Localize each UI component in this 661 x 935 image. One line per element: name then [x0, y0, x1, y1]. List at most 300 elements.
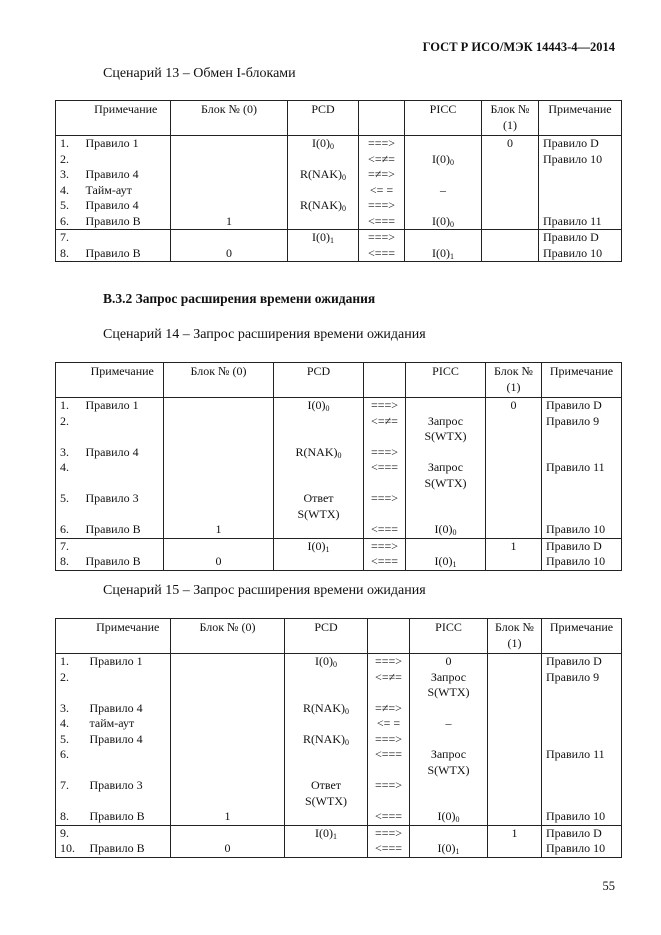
- note-right-cell-text: Правило D: [546, 538, 602, 553]
- step-number: [56, 809, 86, 825]
- step-number-text: 2.: [60, 151, 69, 166]
- picc-cell: [406, 445, 486, 461]
- note-right-cell-text: Правило 11: [546, 747, 605, 761]
- picc-cell: [410, 747, 488, 778]
- note-cell-text: Правило 3: [89, 778, 143, 792]
- table-row: [56, 554, 622, 570]
- pcd-cell: [285, 778, 368, 809]
- block1-cell: [486, 398, 542, 414]
- arrow-cell-text: ===>: [370, 398, 399, 412]
- pcd-cell-text: R(NAK): [300, 198, 342, 212]
- pcd-cell-subscript: 0: [345, 706, 349, 716]
- block0-cell: [171, 214, 288, 230]
- step-number: [56, 183, 82, 199]
- block0-cell: [171, 732, 285, 748]
- table-row: [56, 716, 622, 732]
- note-right-cell: [542, 778, 622, 809]
- block0-cell: [171, 230, 288, 246]
- pcd-cell: [285, 825, 368, 841]
- picc-cell: [410, 778, 488, 809]
- pcd-cell: [288, 183, 359, 199]
- pcd-cell: [288, 136, 359, 152]
- note-right-cell: [539, 230, 622, 246]
- picc-cell: [406, 491, 486, 522]
- pcd-cell: [285, 841, 368, 857]
- picc-cell: [406, 538, 486, 554]
- step-number: [56, 701, 86, 717]
- block0-cell: [171, 841, 285, 857]
- picc-cell: [410, 654, 488, 670]
- block0-cell: [171, 747, 285, 778]
- note-right-cell-text: Правило 10: [546, 522, 606, 536]
- picc-cell: [405, 246, 482, 262]
- pcd-cell: [285, 732, 368, 748]
- note-right-cell-text: Правило 11: [546, 460, 605, 474]
- note-cell-text: Правило B: [89, 809, 145, 823]
- picc-cell: [406, 554, 486, 570]
- picc-cell-text: Запрос: [430, 669, 467, 684]
- step-number-text: 5.: [60, 491, 69, 505]
- step-number-text: 1.: [60, 136, 69, 150]
- picc-cell-subscript: 0: [450, 219, 454, 229]
- note-cell-text: Правило 1: [89, 654, 143, 668]
- note-cell-text: Правило B: [85, 213, 141, 228]
- block0-cell: [164, 445, 274, 461]
- table-row: [56, 670, 622, 701]
- note-right-cell: [542, 460, 622, 491]
- picc-cell-text: I(0): [432, 151, 450, 166]
- note-cell: [82, 554, 164, 570]
- note-right-cell: [539, 198, 622, 214]
- pcd-cell-subscript: 0: [345, 737, 349, 747]
- note-right-cell: [542, 701, 622, 717]
- picc-cell: [410, 809, 488, 825]
- table-row: [56, 538, 622, 554]
- note-cell: [82, 198, 171, 214]
- step-number: [56, 246, 82, 262]
- table-row: [56, 732, 622, 748]
- step-number: [56, 167, 82, 183]
- arrow-cell: [364, 522, 406, 538]
- pcd-cell: [285, 701, 368, 717]
- table-row: [56, 445, 622, 461]
- block0-cell: [171, 825, 285, 841]
- step-number-text: 3.: [60, 700, 69, 715]
- arrow-cell: [364, 414, 406, 445]
- step-number-text: 2.: [60, 413, 69, 428]
- pcd-cell: [274, 460, 364, 491]
- arrow-cell-text: ===>: [367, 230, 396, 244]
- arrow-cell: [359, 198, 405, 214]
- arrow-cell-text: ===>: [370, 444, 399, 459]
- note-cell-text: Правило 4: [89, 731, 143, 746]
- note-right-cell-text: Правило 10: [543, 151, 603, 166]
- note-right-cell: [542, 670, 622, 701]
- block1-cell: [488, 701, 542, 717]
- block1-cell: [486, 554, 542, 570]
- step-number-text: 4.: [60, 716, 69, 730]
- step-number-text: 6.: [60, 747, 69, 761]
- scenario-13-caption: Сценарий 13 – Обмен I-блоками: [103, 66, 296, 81]
- block0-cell-text: 0: [215, 554, 222, 568]
- pcd-cell-text: R(NAK): [300, 167, 342, 181]
- arrow-cell: [364, 460, 406, 491]
- step-number-text: 5.: [60, 731, 69, 746]
- step-number: [56, 778, 86, 809]
- step-number-text: 3.: [60, 444, 69, 459]
- step-number-text: 8.: [60, 809, 69, 823]
- step-number: [56, 460, 82, 491]
- picc-cell-subscript: 1: [452, 560, 457, 569]
- block1-cell: [486, 522, 542, 538]
- block1-cell: [488, 716, 542, 732]
- picc-cell: [405, 167, 482, 183]
- column-header-pcd: PCD: [285, 619, 368, 654]
- arrow-cell: [368, 825, 410, 841]
- note-cell-text: Правило 3: [85, 491, 139, 505]
- note-cell: [82, 522, 164, 538]
- pcd-cell: [285, 747, 368, 778]
- step-number: [56, 152, 82, 168]
- pcd-cell-text: I(0): [307, 538, 326, 553]
- note-right-cell-text: Правило D: [546, 398, 602, 412]
- block0-cell-text: 1: [215, 522, 222, 536]
- pcd-cell: [274, 414, 364, 445]
- picc-cell-text: I(0): [432, 245, 450, 260]
- note-cell: [86, 778, 171, 809]
- block1-cell: [488, 809, 542, 825]
- picc-cell: [410, 670, 488, 701]
- note-right-cell: [542, 491, 622, 522]
- block1-cell: [486, 491, 542, 522]
- block0-cell: [164, 398, 274, 414]
- block0-cell: [164, 414, 274, 445]
- table-row: [56, 491, 622, 522]
- picc-cell: [410, 716, 488, 732]
- block1-cell: [482, 198, 539, 214]
- note-cell: [82, 167, 171, 183]
- pcd-cell: [274, 538, 364, 554]
- block0-cell: [171, 778, 285, 809]
- pcd-cell: [288, 152, 359, 168]
- pcd-cell-text: R(NAK): [295, 444, 338, 459]
- picc-cell-text: Запрос: [430, 747, 467, 761]
- pcd-cell: [285, 716, 368, 732]
- scenario-14-caption: Сценарий 14 – Запрос расширения времени ожидания: [103, 327, 426, 342]
- scenario-14-table: [55, 362, 622, 571]
- note-cell: [82, 398, 164, 414]
- arrow-cell: [359, 214, 405, 230]
- note-right-cell: [539, 183, 622, 199]
- note-right-cell-text: Правило 9: [546, 413, 600, 428]
- arrow-cell-text: <===: [374, 747, 403, 761]
- note-cell-text: Правило 1: [85, 398, 139, 412]
- table-header-row: [56, 363, 622, 398]
- picc-cell: [405, 214, 482, 230]
- pcd-cell: [285, 654, 368, 670]
- column-header-block0: Блок № (0): [164, 363, 274, 398]
- picc-cell-text: I(0): [434, 554, 453, 568]
- step-number: [56, 491, 82, 522]
- column-header-picc: PICC: [405, 101, 482, 136]
- picc-cell-text: I(0): [437, 841, 456, 855]
- note-right-cell: [542, 716, 622, 732]
- pcd-cell: [288, 198, 359, 214]
- column-header-block1: Блок № (1): [488, 619, 542, 654]
- picc-cell-text: –: [445, 716, 452, 730]
- picc-cell: [410, 841, 488, 857]
- note-right-cell: [542, 398, 622, 414]
- column-header-block1: Блок № (1): [486, 363, 542, 398]
- picc-cell: [410, 732, 488, 748]
- note-cell-text: Правило B: [85, 522, 141, 536]
- note-right-cell: [542, 809, 622, 825]
- block0-cell: [171, 152, 288, 168]
- pcd-cell: [288, 167, 359, 183]
- arrow-cell-text: ===>: [370, 538, 399, 553]
- arrow-cell-text: <= =: [369, 182, 394, 197]
- step-number-text: 7.: [60, 538, 69, 553]
- step-number: [56, 398, 82, 414]
- note-right-cell: [542, 841, 622, 857]
- note-cell-text: тайм-аут: [89, 716, 135, 730]
- step-number: [56, 716, 86, 732]
- arrow-cell-text: <===: [374, 809, 403, 823]
- arrow-cell-text: ===>: [370, 491, 399, 505]
- block0-cell-text: 0: [224, 841, 231, 855]
- note-cell-text: Правило B: [85, 554, 141, 568]
- arrow-cell-text: <===: [370, 522, 399, 536]
- arrow-cell-text: <===: [367, 213, 396, 228]
- note-right-cell: [539, 167, 622, 183]
- picc-cell: [405, 136, 482, 152]
- arrow-cell-text: <=≠=: [368, 151, 395, 166]
- block1-cell: [482, 246, 539, 262]
- table-row: [56, 136, 622, 152]
- picc-cell: [406, 414, 486, 445]
- arrow-cell-text: ===>: [374, 731, 403, 746]
- scenario-15-caption: Сценарий 15 – Запрос расширения времени ожидания: [103, 583, 426, 598]
- note-cell: [86, 841, 171, 857]
- block1-cell: [482, 136, 539, 152]
- note-cell: [86, 732, 171, 748]
- block0-cell: [164, 554, 274, 570]
- table-row: [56, 809, 622, 825]
- arrow-cell-text: ===>: [374, 778, 403, 792]
- block0-cell: [171, 809, 285, 825]
- pcd-cell-text: R(NAK): [303, 731, 345, 746]
- arrow-cell-text: <===: [374, 841, 403, 855]
- note-cell: [82, 230, 171, 246]
- picc-cell: [406, 522, 486, 538]
- note-cell: [82, 183, 171, 199]
- note-right-cell-text: Правило 9: [546, 669, 600, 684]
- table-row: [56, 414, 622, 445]
- block0-cell: [171, 670, 285, 701]
- note-right-cell: [539, 246, 622, 262]
- note-right-cell: [539, 136, 622, 152]
- picc-cell-text: I(0): [434, 522, 453, 536]
- note-cell: [86, 716, 171, 732]
- note-right-cell: [542, 747, 622, 778]
- table-row: [56, 841, 622, 857]
- arrow-cell: [364, 554, 406, 570]
- note-cell: [82, 214, 171, 230]
- column-header-block0: Блок № (0): [171, 101, 288, 136]
- block0-cell-text: 0: [226, 245, 232, 260]
- note-cell: [82, 445, 164, 461]
- note-cell-text: Тайм-аут: [85, 182, 132, 197]
- step-number: [56, 825, 86, 841]
- block1-cell: [488, 670, 542, 701]
- step-number-text: 6.: [60, 522, 69, 536]
- pcd-cell: [274, 398, 364, 414]
- block1-cell: [488, 778, 542, 809]
- pcd-cell-subscript: 0: [333, 660, 337, 669]
- pcd-cell-subscript: 1: [330, 236, 334, 245]
- picc-cell-text: I(0): [437, 809, 456, 823]
- step-number-text: 4.: [60, 182, 69, 197]
- block0-cell: [171, 183, 288, 199]
- column-header-note-right: Примечание: [539, 101, 622, 136]
- picc-cell-text: S(WTX): [424, 475, 467, 490]
- pcd-cell: [285, 670, 368, 701]
- arrow-cell: [368, 778, 410, 809]
- table-row: [56, 522, 622, 538]
- note-right-cell-text: Правило D: [543, 230, 599, 244]
- note-cell: [82, 460, 164, 491]
- step-number-text: 6.: [60, 213, 69, 228]
- arrow-cell: [368, 716, 410, 732]
- block0-cell: [171, 716, 285, 732]
- block1-cell: [488, 654, 542, 670]
- table-row: [56, 214, 622, 230]
- pcd-cell-text: R(NAK): [303, 700, 345, 715]
- block0-cell: [171, 136, 288, 152]
- note-right-cell: [542, 445, 622, 461]
- note-right-cell: [542, 732, 622, 748]
- arrow-cell-text: =≠=>: [368, 167, 395, 181]
- table-row: [56, 701, 622, 717]
- step-number-text: 10.: [60, 841, 75, 855]
- table-row: [56, 747, 622, 778]
- block0-cell: [171, 654, 285, 670]
- note-cell-text: Правило B: [85, 245, 141, 260]
- step-number-text: 7.: [60, 778, 69, 792]
- picc-cell-text: Запрос: [427, 413, 464, 428]
- arrow-cell-text: <= =: [376, 716, 401, 730]
- arrow-cell: [364, 445, 406, 461]
- table-row: [56, 167, 622, 183]
- step-number-text: 4.: [60, 460, 69, 474]
- pcd-cell-subscript: 1: [333, 831, 337, 841]
- note-right-cell-text: Правило 10: [543, 245, 603, 260]
- table-row: [56, 198, 622, 214]
- table-row: [56, 183, 622, 199]
- column-header-block0: Блок № (0): [171, 619, 285, 654]
- arrow-cell: [368, 654, 410, 670]
- block0-cell: [164, 460, 274, 491]
- block1-cell-text: 0: [510, 398, 517, 412]
- note-cell: [86, 825, 171, 841]
- arrow-cell-text: <=≠=: [375, 669, 402, 684]
- column-header-note-right: Примечание: [542, 363, 622, 398]
- step-number-text: 2.: [60, 669, 69, 684]
- step-number: [56, 841, 86, 857]
- picc-cell: [405, 152, 482, 168]
- picc-cell: [410, 825, 488, 841]
- picc-cell-subscript: 0: [450, 157, 454, 167]
- block1-cell: [486, 538, 542, 554]
- table-row: [56, 246, 622, 262]
- pcd-cell: [274, 445, 364, 461]
- note-cell-text: Правило 4: [89, 700, 143, 715]
- pcd-cell: [274, 491, 364, 522]
- picc-cell-text: S(WTX): [424, 429, 467, 443]
- pcd-cell-text: I(0): [307, 398, 326, 412]
- note-right-cell-text: Правило 10: [546, 554, 606, 568]
- note-cell-text: Правило 4: [85, 444, 139, 459]
- picc-cell-text: 0: [445, 654, 452, 668]
- picc-cell: [405, 198, 482, 214]
- scenario-13-table: [55, 100, 622, 262]
- note-right-cell: [542, 414, 622, 445]
- arrow-cell-text: ===>: [374, 654, 403, 668]
- picc-cell-text: –: [440, 182, 446, 197]
- block0-cell: [164, 538, 274, 554]
- pcd-cell-subscript: 0: [337, 450, 342, 460]
- arrow-cell-text: <===: [367, 245, 396, 260]
- column-header-block1: Блок № (1): [482, 101, 539, 136]
- note-cell: [86, 654, 171, 670]
- step-number-text: 8.: [60, 554, 69, 568]
- step-number-text: 3.: [60, 167, 69, 181]
- picc-cell: [406, 398, 486, 414]
- step-number: [56, 522, 82, 538]
- note-right-cell: [542, 538, 622, 554]
- column-header-note-right: Примечание: [542, 619, 622, 654]
- arrow-cell: [368, 732, 410, 748]
- arrow-cell-text: <=≠=: [371, 413, 398, 428]
- table-row: [56, 152, 622, 168]
- table-row: [56, 398, 622, 414]
- block0-cell: [171, 701, 285, 717]
- arrow-cell: [359, 167, 405, 183]
- picc-cell-subscript: 1: [455, 847, 460, 856]
- step-number: [56, 670, 86, 701]
- pcd-cell-text: S(WTX): [305, 793, 347, 808]
- step-number: [56, 747, 86, 778]
- pcd-cell: [274, 554, 364, 570]
- note-cell: [86, 701, 171, 717]
- pcd-cell-subscript: 0: [325, 404, 330, 413]
- pcd-cell-text: Ответ: [303, 491, 334, 505]
- block1-cell: [488, 825, 542, 841]
- table-row: [56, 778, 622, 809]
- note-cell-text: Правило B: [89, 841, 145, 855]
- table-row: [56, 460, 622, 491]
- note-right-cell-text: Правило D: [543, 136, 599, 150]
- note-cell: [82, 246, 171, 262]
- table-row: [56, 230, 622, 246]
- block1-cell-text: 0: [507, 136, 513, 150]
- note-right-cell: [542, 522, 622, 538]
- block1-cell: [486, 445, 542, 461]
- table-row: [56, 825, 622, 841]
- pcd-cell-text: Ответ: [310, 778, 342, 792]
- arrow-cell: [359, 183, 405, 199]
- pcd-cell: [288, 230, 359, 246]
